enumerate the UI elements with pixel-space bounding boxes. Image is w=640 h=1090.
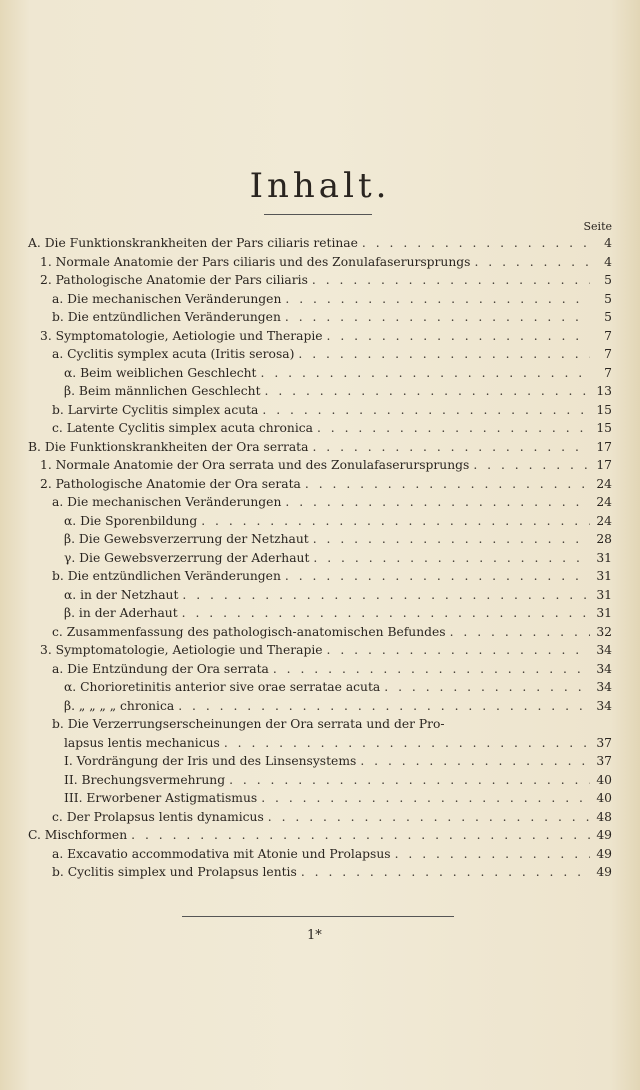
leader-dots [224, 736, 590, 750]
toc-entry [28, 329, 612, 348]
toc-entry-page: 17 [596, 458, 612, 472]
toc-entry [28, 736, 612, 755]
toc-entry [28, 606, 612, 625]
leader-dots [327, 329, 590, 343]
toc-entry [28, 273, 612, 292]
toc-entry-page: 7 [604, 347, 612, 361]
toc-entry-label: β. in der Aderhaut [64, 606, 178, 620]
leader-dots [305, 477, 590, 491]
toc-entry-label: b. Die Verzerrungserscheinungen der Ora serrata und der Pro- [52, 717, 445, 731]
toc-entry-page: 24 [596, 513, 612, 528]
toc-entry [28, 421, 612, 440]
toc-entry-page: 5 [604, 273, 612, 287]
toc-entry-label: α. Beim weiblichen Geschlecht [64, 365, 257, 380]
leader-dots [362, 236, 590, 250]
toc-entry-label: III. Erworbener Astigmatismus [64, 791, 258, 805]
toc-entry-page: 37 [596, 735, 612, 750]
leader-dots [395, 847, 590, 861]
toc-entry-label: β. Beim männlichen Geschlecht [64, 384, 261, 398]
toc-entry-label: c. Latente Cyclitis simplex acuta chronica [52, 421, 313, 435]
leader-dots [313, 532, 590, 546]
leader-dots [312, 273, 590, 287]
leader-dots [298, 347, 590, 361]
leader-dots [285, 310, 590, 324]
toc-entry [28, 366, 612, 385]
toc-entry [28, 403, 612, 422]
toc-entry [28, 699, 612, 718]
toc-entry [28, 532, 612, 551]
toc-entry-page: 34 [596, 661, 612, 676]
toc-entry [28, 551, 612, 570]
toc-entry-page: 5 [604, 310, 612, 324]
toc-entry-page: 7 [604, 328, 612, 343]
toc-entry-label: 3. Symptomatologie, Aetiologie und Therapie [40, 328, 323, 343]
toc-entry-page: 15 [596, 421, 612, 435]
toc-entry-page: 49 [596, 865, 612, 879]
leader-dots [229, 773, 590, 787]
toc-entry-page: 49 [596, 828, 612, 842]
toc-entry [28, 292, 612, 311]
title-rule [264, 214, 372, 215]
leader-dots [285, 292, 590, 306]
leader-dots [384, 680, 590, 694]
toc-entry-label: 1. Normale Anatomie der Ora serrata und des Zonulafaserursprungs [40, 458, 470, 472]
leader-dots [312, 440, 590, 454]
leader-dots [178, 699, 590, 713]
toc-entry-label: a. Die mechanischen Veränderungen [52, 291, 282, 306]
toc-entry-page: 4 [604, 236, 612, 250]
toc-entry-page: 15 [596, 402, 612, 417]
toc-entry [28, 255, 612, 274]
signature-mark: 1* [307, 928, 322, 943]
toc-entry [28, 514, 612, 533]
toc-entry-label: 3. Symptomatologie, Aetiologie und Therapie [40, 643, 323, 657]
toc-entry-label: γ. Die Gewebsverzerrung der Aderhaut [64, 550, 310, 565]
toc-entry-page: 28 [596, 532, 612, 546]
toc-entry [28, 384, 612, 403]
leader-dots [265, 384, 590, 398]
toc-entry-label: α. Die Sporenbildung [64, 513, 198, 528]
toc-entry-label: β. „ „ „ „ chronica [64, 698, 175, 713]
toc-entry [28, 791, 612, 810]
toc-entry-page: 31 [596, 587, 612, 602]
toc-entry-label: 1. Normale Anatomie der Pars ciliaris und des Zonulafaserursprungs [40, 254, 471, 269]
toc-entry-page: 40 [596, 772, 612, 787]
toc-entry-label: 2. Pathologische Anatomie der Ora serata [40, 476, 301, 491]
toc-entry-label: II. Brechungsvermehrung [64, 772, 226, 787]
toc-entry-label: α. in der Netzhaut [64, 587, 179, 602]
leader-dots [261, 366, 591, 380]
toc-entry-label: A. Die Funktionskrankheiten der Pars ciliaris retinae [28, 236, 358, 250]
table-of-contents [28, 236, 612, 884]
toc-entry-page: 37 [596, 754, 612, 768]
leader-dots [450, 625, 590, 639]
toc-entry [28, 588, 612, 607]
toc-entry-label: C. Mischformen [28, 828, 128, 842]
toc-entry-page: 24 [596, 476, 612, 491]
toc-entry-page: 49 [596, 846, 612, 861]
leader-dots [317, 421, 590, 435]
toc-entry [28, 458, 612, 477]
toc-entry [28, 310, 612, 329]
toc-entry-page: 31 [596, 550, 612, 565]
toc-entry [28, 717, 612, 736]
toc-entry-page: 34 [596, 680, 612, 694]
toc-entry [28, 495, 612, 514]
toc-entry [28, 440, 612, 459]
toc-entry-label: 2. Pathologische Anatomie der Pars ciliaris [40, 273, 308, 287]
toc-entry [28, 828, 612, 847]
toc-entry-label: a. Die Entzündung der Ora serrata [52, 661, 269, 676]
leader-dots [273, 662, 590, 676]
toc-entry [28, 236, 612, 255]
toc-entry [28, 625, 612, 644]
leader-dots [285, 495, 590, 509]
toc-entry [28, 662, 612, 681]
leader-dots [474, 255, 590, 269]
toc-entry-page: 31 [596, 606, 612, 620]
toc-entry-label: β. Die Gewebsverzerrung der Netzhaut [64, 532, 309, 546]
toc-entry [28, 680, 612, 699]
toc-entry-page: 5 [604, 291, 612, 306]
leader-dots [268, 810, 590, 824]
leader-dots [131, 828, 590, 842]
page-column-header: Seite [583, 220, 612, 233]
toc-entry-page: 7 [604, 365, 612, 380]
toc-entry [28, 865, 612, 884]
toc-entry-label: α. Chorioretinitis anterior sive orae serratae acuta [64, 680, 381, 694]
toc-entry-page: 40 [596, 791, 612, 805]
toc-entry-label: B. Die Funktionskrankheiten der Ora serrata [28, 439, 309, 454]
toc-entry-label: c. Zusammenfassung des pathologisch-anatomischen Befundes [52, 624, 446, 639]
toc-entry-label: b. Larvirte Cyclitis simplex acuta [52, 402, 259, 417]
toc-entry-page: 17 [596, 439, 612, 454]
leader-dots [182, 588, 590, 602]
toc-entry-page: 13 [596, 384, 612, 398]
toc-entry-label: a. Excavatio accommodativa mit Atonie und Prolapsus [52, 846, 391, 861]
leader-dots [473, 458, 590, 472]
toc-entry-label: a. Cyclitis symplex acuta (Iritis serosa) [52, 347, 295, 361]
toc-entry [28, 754, 612, 773]
toc-entry-label: I. Vordrängung der Iris und des Linsensystems [64, 754, 357, 768]
toc-entry-page: 31 [596, 569, 612, 583]
toc-entry [28, 810, 612, 829]
toc-entry-page: 32 [596, 624, 612, 639]
page-title: Inhalt. [249, 166, 391, 206]
leader-dots [327, 643, 590, 657]
toc-entry [28, 773, 612, 792]
toc-entry-page: 34 [596, 643, 612, 657]
toc-entry-label: b. Die entzündlichen Veränderungen [52, 310, 281, 324]
toc-entry [28, 847, 612, 866]
toc-entry [28, 643, 612, 662]
toc-entry-page: 34 [596, 698, 612, 713]
toc-entry-page: 24 [596, 495, 612, 509]
leader-dots [182, 606, 590, 620]
toc-entry-label: c. Der Prolapsus lentis dynamicus [52, 809, 264, 824]
toc-entry [28, 477, 612, 496]
bottom-rule [182, 916, 454, 917]
leader-dots [261, 791, 590, 805]
leader-dots [301, 865, 590, 879]
toc-entry-label: lapsus lentis mechanicus [64, 735, 220, 750]
toc-entry-page: 48 [596, 809, 612, 824]
toc-entry-label: a. Die mechanischen Veränderungen [52, 495, 282, 509]
leader-dots [360, 754, 590, 768]
toc-entry [28, 569, 612, 588]
toc-entry-label: b. Cyclitis simplex und Prolapsus lentis [52, 865, 297, 879]
toc-entry-label: b. Die entzündlichen Veränderungen [52, 569, 281, 583]
leader-dots [285, 569, 590, 583]
leader-dots [313, 551, 590, 565]
toc-entry-page: 4 [604, 254, 612, 269]
leader-dots [201, 514, 590, 528]
leader-dots [262, 403, 590, 417]
toc-entry [28, 347, 612, 366]
